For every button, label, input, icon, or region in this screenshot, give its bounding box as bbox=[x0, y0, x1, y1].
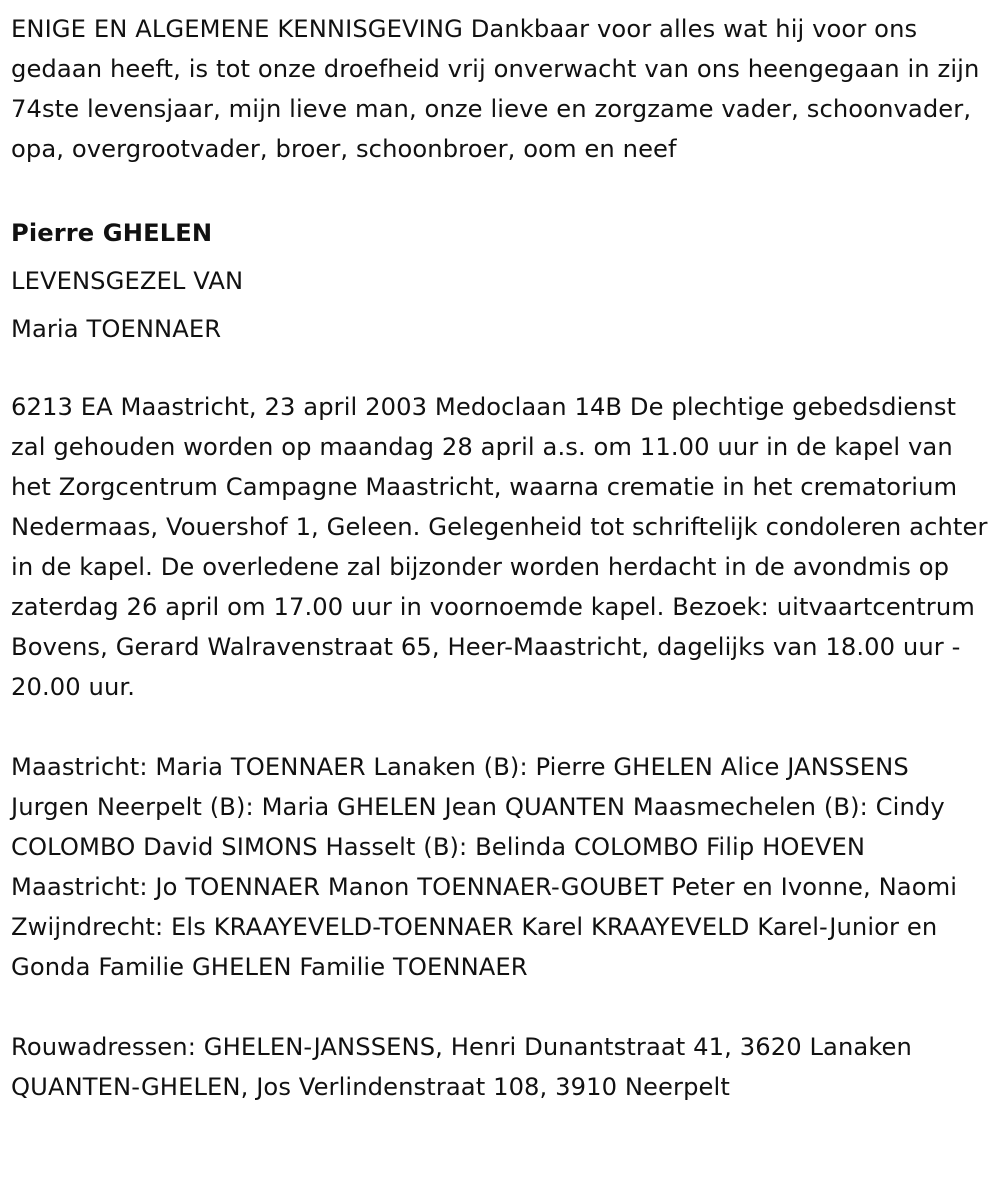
partner-name: Maria TOENNAER bbox=[11, 315, 222, 343]
service-details: 6213 EA Maastricht, 23 april 2003 Medoclaan 14B De plechtige gebedsdienst zal gehouden worden op maandag 28 april a.s. om 11.00 uur in de kapel van het Zorgcentrum Campagne Maastricht, waarna crematie in het crematorium Nedermaas, Vouershof 1, Geleen. Gelegenheid tot schriftelijk condoleren achter in de kapel. De overledene zal bijzonder worden herdacht in de avondmis op zaterdag 26 april om 17.00 uur in voornoemde kapel. Bezoek: uitvaartcentrum Bovens, Gerard Walravenstraat 65, Heer-Maastricht, dagelijks van 18.00 uur - 20.00 uur. bbox=[11, 393, 988, 701]
partner-label: LEVENSGEZEL VAN bbox=[11, 267, 244, 295]
mourning-addresses: Rouwadressen: GHELEN-JANSSENS, Henri Dunantstraat 41, 3620 Lanaken QUANTEN-GHELEN, Jos Verlindenstraat 108, 3910 Neerpelt bbox=[11, 1033, 912, 1101]
family-list: Maastricht: Maria TOENNAER Lanaken (B): Pierre GHELEN Alice JANSSENS Jurgen Neerpelt (B): Maria GHELEN Jean QUANTEN Maasmechelen (B): Cindy COLOMBO David SIMONS Hasselt (B): Belinda COLOMBO Filip HOEVEN Maastricht: Jo TOENNAER Manon TOENNAER-GOUBET Peter en Ivonne, Naomi Zwijndrecht: Els KRAAYEVELD-TOENNAER Karel KRAAYEVELD Karel-Junior en Gonda Familie GHELEN Familie TOENNAER bbox=[11, 753, 958, 981]
notice-intro: ENIGE EN ALGEMENE KENNISGEVING Dankbaar voor alles wat hij voor ons gedaan heeft, is tot onze droefheid vrij onverwacht van ons heengegaan in zijn 74ste levensjaar, mijn lieve man, onze lieve en zorgzame vader, schoonvader, opa, overgrootvader, broer, schoonbroer, oom en neef bbox=[11, 15, 980, 163]
deceased-name: Pierre GHELEN bbox=[11, 219, 213, 247]
